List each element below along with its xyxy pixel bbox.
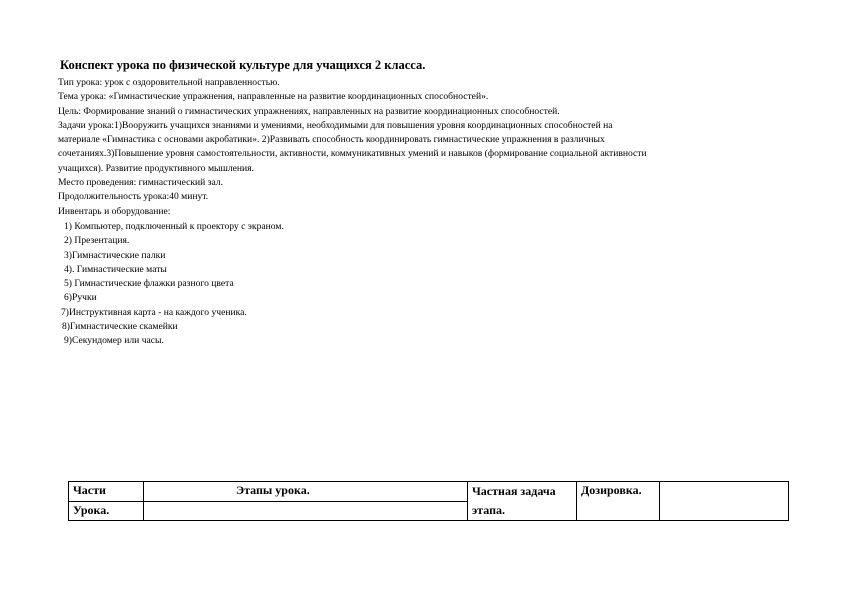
col-dosage-header: Дозировка. (577, 482, 660, 521)
col-task-header (468, 482, 577, 521)
inventory-heading: Инвентарь и оборудование: (58, 205, 171, 217)
lesson-tasks-line-4: учащихся). Развитие продуктивного мышления. (58, 162, 254, 174)
lesson-location-line: Место проведения: гимнастический зал. (58, 177, 223, 189)
lesson-table (68, 481, 789, 521)
document-title: Конспект урока по физической культуре для учащихся 2 класса. (60, 58, 426, 72)
table-row (69, 482, 789, 502)
lesson-tasks-line-3: сочетаниях.3)Повышение уровня самостоятельности, активности, коммуникативных умений и навыков (формирование социальной активности (58, 148, 647, 160)
lesson-topic-line: Тема урока: «Гимнастические упражнения, направленные на развитие координационных способностей». (58, 91, 489, 103)
inventory-list (58, 220, 284, 349)
inventory-item: 9)Секундомер или часы. (64, 335, 164, 347)
lesson-duration-line: Продолжительность урока:40 минут. (58, 191, 209, 203)
col-stages-label: Этапы урока. (236, 483, 310, 497)
lesson-tasks-line-2: материале «Гимнастика с основами акробатики». 2)Развивать способность координировать гимнастические упражнения в различных (58, 134, 605, 146)
col-parts-header-2: Урока. (69, 501, 144, 521)
inventory-item: 1) Компьютер, подключенный к проектору с экраном. (64, 221, 284, 232)
inventory-item: 3)Гимнастические палки (64, 249, 166, 261)
col-task-label-1: Частная задача (472, 484, 556, 498)
lesson-type-line: Тип урока: урок с оздоровительной направленностью. (58, 77, 280, 88)
inventory-item: 8)Гимнастические скамейки (62, 321, 178, 333)
col-task-label-2: этапа. (472, 503, 505, 517)
document-body (58, 76, 788, 219)
inventory-item: 6)Ручки (64, 292, 97, 304)
lesson-goal-line: Цель: Формирование знаний о гимнастических упражнениях, направленных на развитие координационных способностей. (58, 105, 560, 117)
lesson-tasks-line-1: Задачи урока:1)Вооружить учащихся знаниями и умениями, необходимыми для повышения уровня координационных способностей на (58, 119, 613, 131)
col-parts-header: Части (69, 482, 144, 502)
inventory-item: 4). Гимнастические маты (64, 263, 167, 275)
col-empty (660, 482, 789, 521)
stages-empty-cell (144, 501, 468, 521)
col-stages-header (144, 482, 468, 502)
inventory-item: 5) Гимнастические флажки разного цвета (64, 278, 234, 290)
inventory-item: 7)Инструктивная карта - на каждого ученика. (61, 306, 247, 318)
inventory-item: 2) Презентация. (64, 235, 130, 247)
